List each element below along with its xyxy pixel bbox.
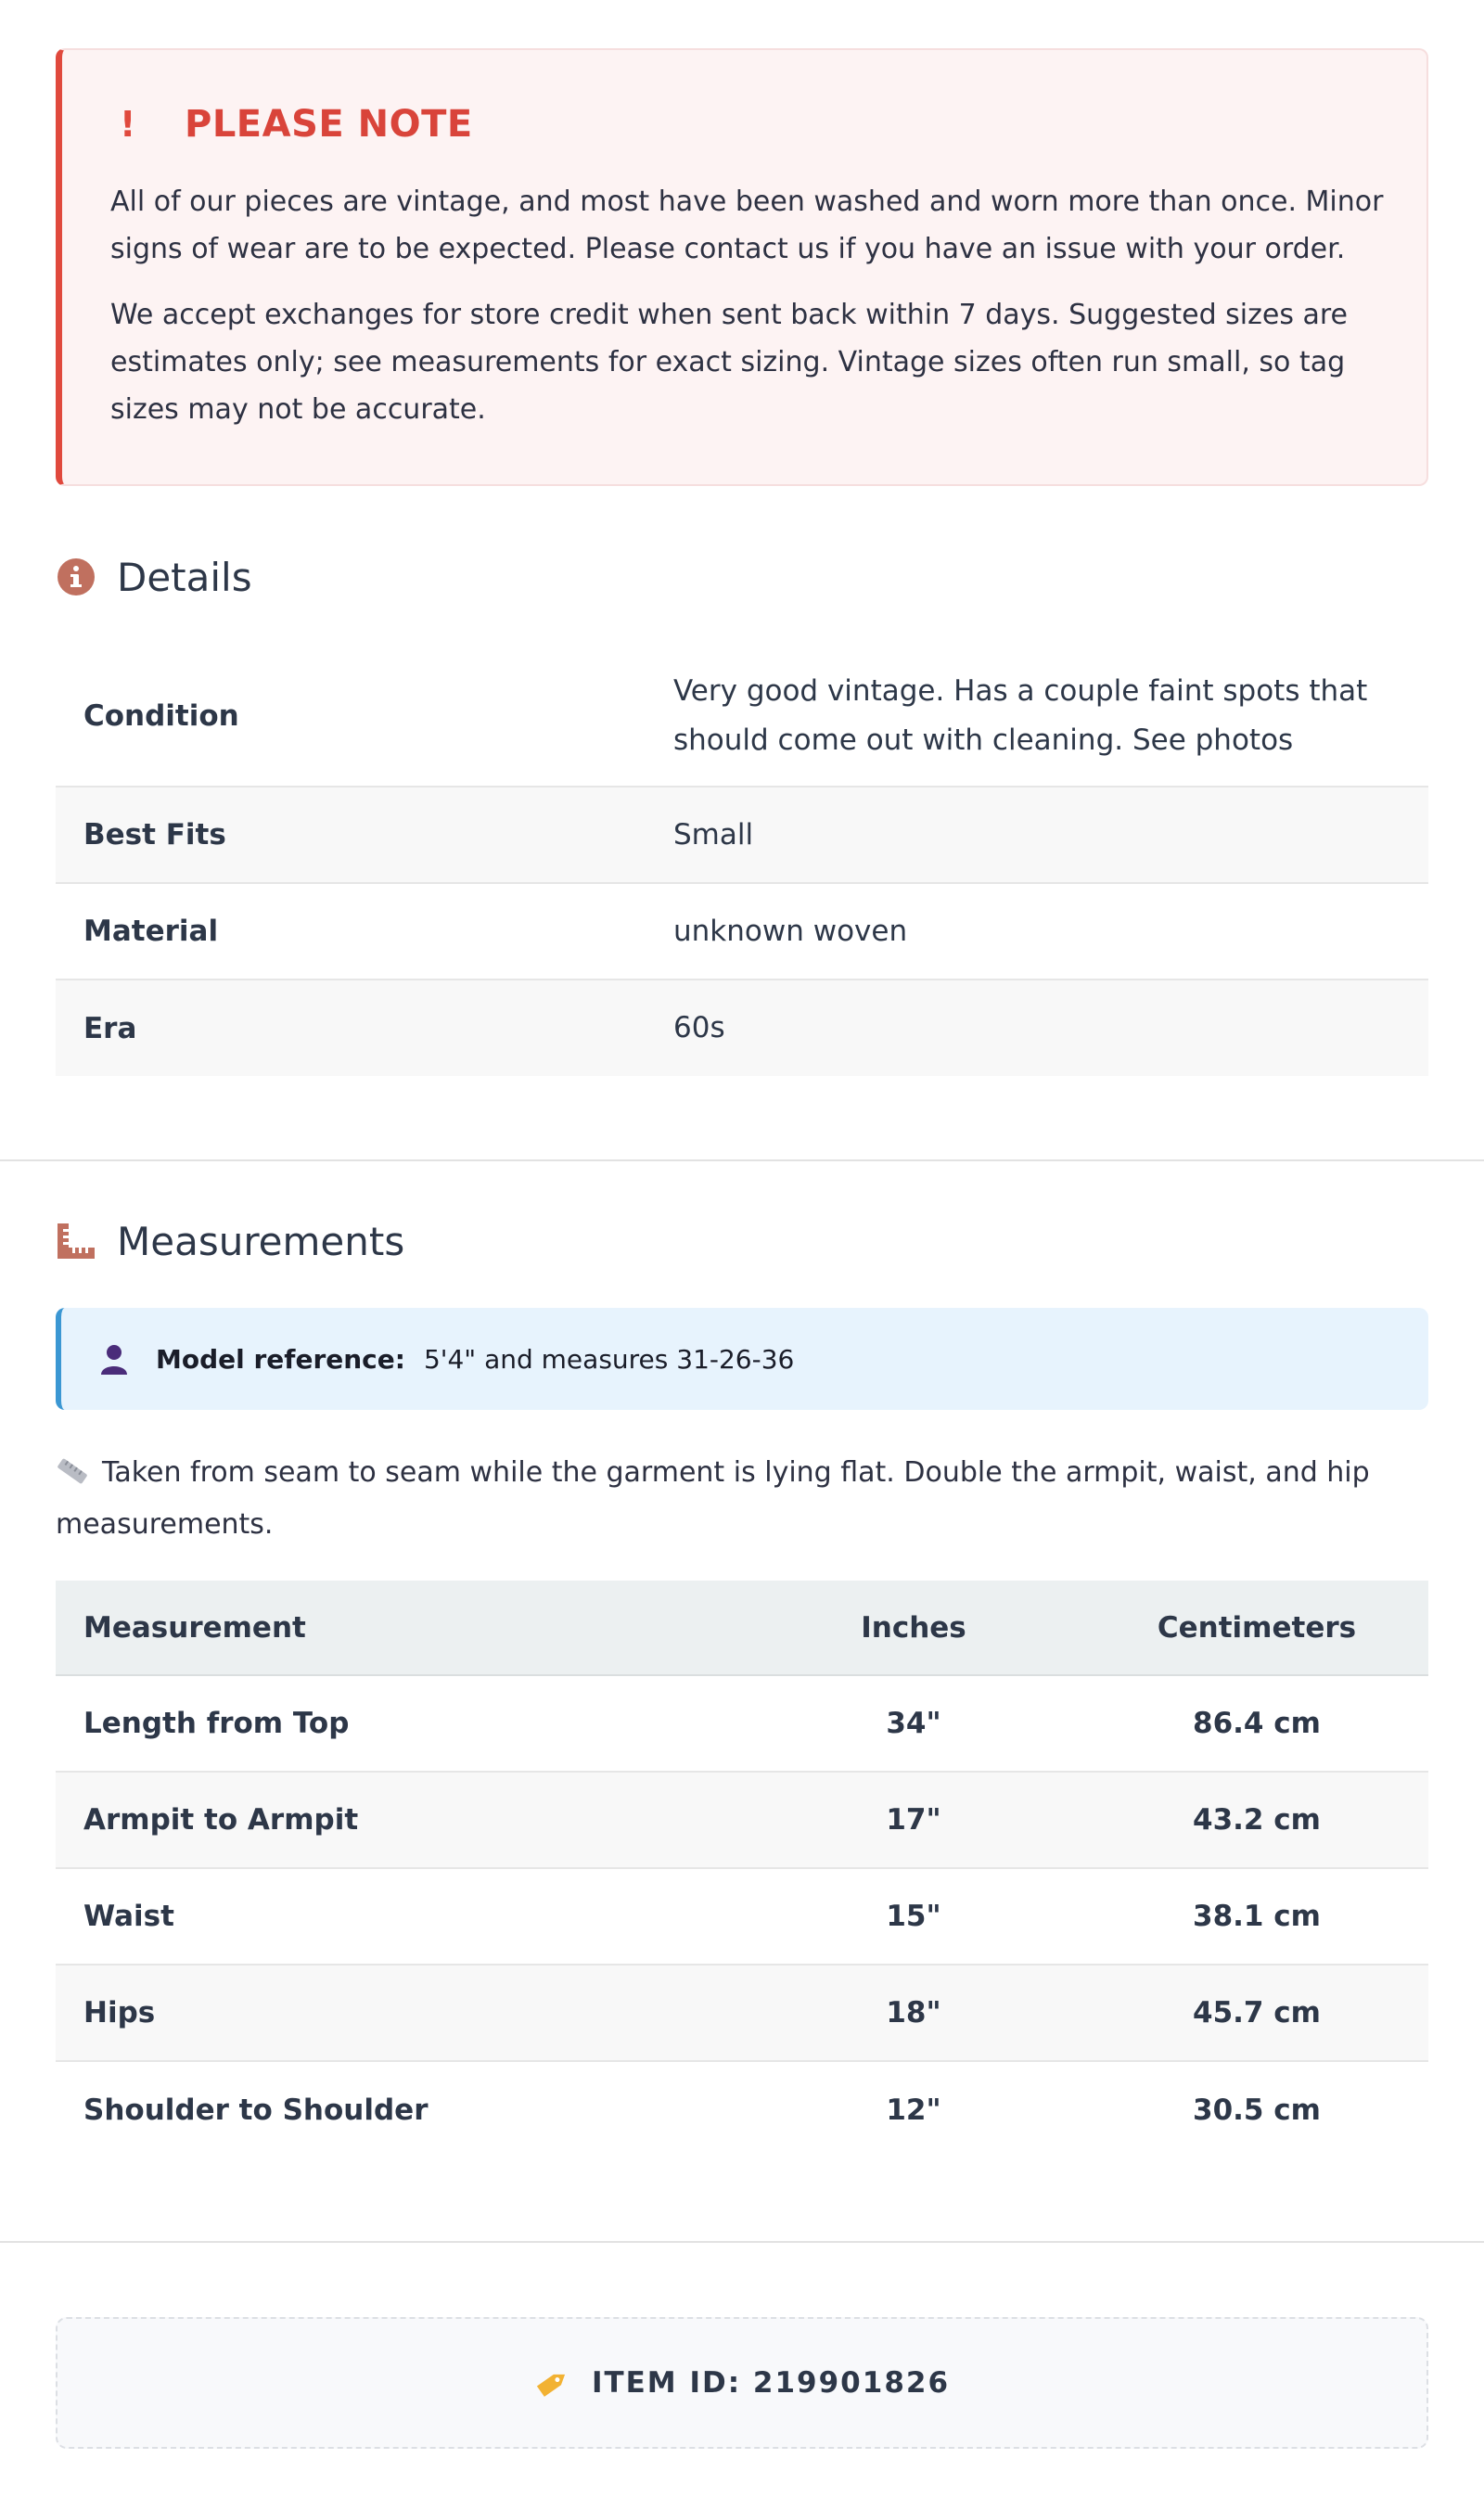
measurements-heading-label: Measurements — [117, 1218, 405, 1264]
details-value: Very good vintage. Has a couple faint spots that should come out with cleaning. See photos — [673, 673, 1368, 757]
column-header-inches: Inches — [861, 1610, 966, 1645]
measurement-cm: 43.2 cm — [1193, 1803, 1321, 1837]
table-row — [56, 1965, 1428, 2061]
measurements-table — [56, 1581, 1428, 2158]
ruler-icon — [56, 1221, 96, 1261]
info-circle-icon — [56, 557, 96, 597]
column-header-centimeters: Centimeters — [1157, 1610, 1357, 1645]
measurement-inches: 17" — [886, 1803, 941, 1837]
details-row — [56, 646, 1428, 787]
notice-title: PLEASE NOTE — [185, 103, 473, 146]
measurement-cm: 30.5 cm — [1193, 2093, 1321, 2127]
section-divider — [0, 2241, 1484, 2243]
measurements-heading — [56, 1213, 404, 1269]
measurement-name: Waist — [83, 1900, 174, 1933]
person-icon — [98, 1343, 130, 1375]
measurement-inches: 12" — [886, 2093, 941, 2127]
details-key: Era — [83, 1011, 137, 1045]
item-id-label: ITEM ID: 219901826 — [591, 2366, 951, 2400]
notice-header — [110, 102, 1426, 147]
details-key: Condition — [83, 698, 239, 733]
details-table — [56, 646, 1428, 1076]
measurements-header-row — [56, 1581, 1428, 1675]
table-row — [56, 1675, 1428, 1772]
table-row — [56, 1868, 1428, 1965]
model-reference-box — [56, 1308, 1428, 1410]
measurement-name: Length from Top — [83, 1707, 350, 1740]
measurement-name: Armpit to Armpit — [83, 1803, 359, 1837]
tag-icon — [534, 2367, 571, 2399]
details-value: Small — [673, 817, 754, 852]
details-key: Material — [83, 915, 219, 948]
column-header-measurement: Measurement — [83, 1610, 306, 1645]
measurement-name: Hips — [83, 1996, 156, 2030]
ruler-icon — [56, 1453, 89, 1501]
details-value: 60s — [673, 1011, 725, 1044]
details-heading — [56, 549, 252, 605]
measurement-inches: 34" — [886, 1707, 941, 1740]
measurement-cm: 86.4 cm — [1193, 1707, 1321, 1740]
notice-paragraph-2: We accept exchanges for store credit when sent back within 7 days. Suggested sizes are estimates only; see measurements for exact sizing. Vintage sizes often run small, so tag sizes may not be accurate. — [110, 299, 1349, 426]
measurement-cm: 38.1 cm — [1193, 1900, 1321, 1933]
item-id-box — [56, 2317, 1428, 2449]
measurement-note-text: Taken from seam to seam while the garment is lying flat. Double the armpit, waist, and hip measurements. — [56, 1456, 1370, 1541]
notice-paragraph-1: All of our pieces are vintage, and most have been washed and worn more than once. Minor signs of wear are to be expected. Please contact us if you have an issue with your order. — [110, 186, 1384, 265]
model-reference-text: 5'4" and measures 31-26-36 — [423, 1343, 795, 1375]
measurement-name: Shoulder to Shoulder — [83, 2093, 429, 2127]
details-value: unknown woven — [673, 914, 908, 948]
please-note-box — [56, 48, 1428, 486]
details-row — [56, 883, 1428, 980]
measurement-inches: 18" — [886, 1996, 941, 2030]
measurement-note — [56, 1449, 1428, 1549]
model-reference-label: Model reference: — [156, 1343, 405, 1375]
exclamation-icon: ! — [120, 104, 136, 145]
measurement-cm: 45.7 cm — [1193, 1996, 1321, 2030]
details-heading-label: Details — [117, 554, 252, 600]
table-row — [56, 2061, 1428, 2158]
table-row — [56, 1772, 1428, 1868]
section-divider — [0, 1159, 1484, 1161]
details-row — [56, 787, 1428, 883]
details-row — [56, 980, 1428, 1076]
measurement-inches: 15" — [886, 1900, 941, 1933]
details-key: Best Fits — [83, 818, 226, 852]
